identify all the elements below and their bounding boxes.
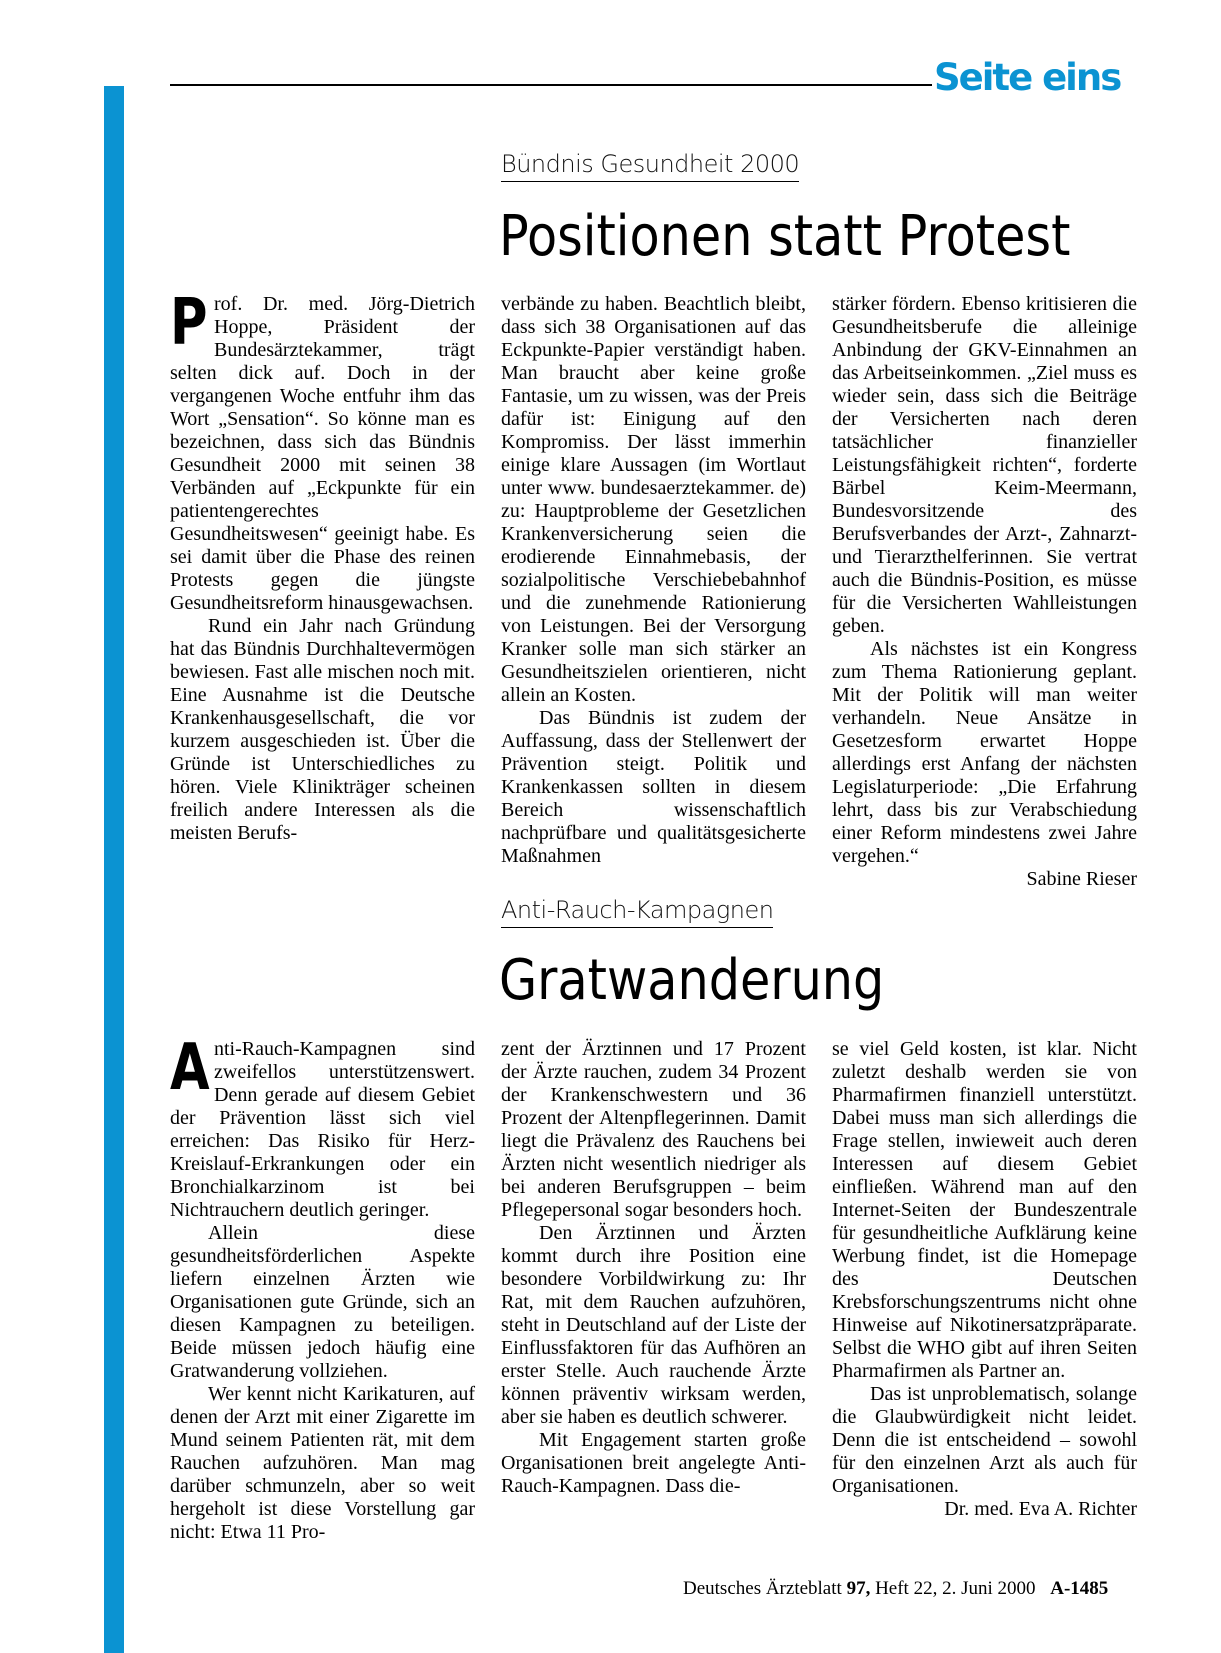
paragraph: zent der Ärztinnen und 17 Prozent der Ärzte rauchen, zudem 34 Prozent der Krankenschwestern und 36 Prozent der Altenpflegerinnen. Damit liegt die Prävalenz des Rauchens bei Ärzten nicht wesentlich niedriger als bei anderen Berufsgruppen – beim Pflegepersonal sogar besonders hoch. — [501, 1038, 806, 1221]
author-byline: Sabine Rieser — [1026, 868, 1137, 890]
drop-cap: A — [170, 1031, 210, 1105]
paragraph: Rund ein Jahr nach Gründung hat das Bündnis Durchhaltevermögen bewiesen. Fast alle mischen noch mit. Eine Ausnahme ist die Deutsche Krankenhausgesellschaft, die vor kurzem ausgeschieden ist. Über die Gründe ist Unterschiedliches zu hören. Viele Klinikträger scheinen freilich andere Interessen als die meisten Berufs- — [170, 615, 475, 844]
header-rule — [170, 84, 932, 86]
paragraph: se viel Geld kosten, ist klar. Nicht zuletzt deshalb werden sie von Pharmafirmen finanziell unterstützt. Dabei muss man sich allerdings die Frage stellen, inwieweit auch deren Interessen auf diesem Gebiet einfließen. Während man auf den Internet-Seiten der Bundeszentrale für gesundheitliche Aufklärung keine Werbung findet, ist die Homepage des Deutschen Krebsforschungszentrums nicht ohne Hinweise auf Nikotinersatzpräparate. Selbst die WHO gibt auf ihren Seiten Pharmafirmen als Partner an. — [832, 1038, 1137, 1382]
article-column — [832, 1038, 1137, 1521]
paragraph: Das ist unproblematisch, solange die Glaubwürdigkeit nicht leidet. Denn die ist entscheidend – sowohl für den einzelnen Arzt als auch für Organisationen. — [832, 1383, 1137, 1497]
paragraph: stärker fördern. Ebenso kritisieren die Gesundheitsberufe die alleinige Anbindung der GKV-Einnahmen an das Arbeitseinkommen. „Ziel muss es wieder sein, dass sich die Beiträge der Versicherten nach deren tatsächlicher finanzieller Leistungsfähigkeit richten“, forderte Bärbel Keim-Meermann, Bundesvorsitzende des Berufsverbandes der Arzt-, Zahnarzt- und Tierarzthelferinnen. Sie vertrat auch die Bündnis-Position, es müsse für die Versicherten Wahlleistungen geben. — [832, 293, 1137, 637]
paragraph: Wer kennt nicht Karikaturen, auf denen der Arzt mit einer Zigarette im Mund seinem Patienten rät, mit dem Rauchen aufzuhören. Man mag darüber schmunzeln, aber so weit hergeholt ist diese Vorstellung gar nicht: Etwa 11 Pro- — [170, 1383, 475, 1543]
article-headline: Gratwanderung — [499, 948, 885, 1013]
paragraph: Das Bündnis ist zudem der Auffassung, dass der Stellenwert der Prävention steigt. Politik und Krankenkassen sollten in diesem Bereich wissenschaftlich nachprüfbare und qualitätsgesicherte Maßnahmen — [501, 707, 806, 867]
blue-side-bar — [104, 86, 124, 1653]
journal-volume: 97, — [846, 1578, 871, 1599]
article-headline: Positionen statt Protest — [499, 204, 1071, 269]
paragraph — [170, 1031, 475, 1222]
author-byline: Dr. med. Eva A. Richter — [944, 1498, 1137, 1520]
article-column — [832, 293, 1137, 891]
article-column — [170, 1031, 475, 1544]
page-footer — [683, 1578, 1108, 1600]
journal-name: Deutsches Ärzteblatt — [683, 1578, 842, 1599]
section-title: Seite eins — [934, 56, 1121, 99]
paragraph — [170, 286, 475, 615]
article-kicker: Bündnis Gesundheit 2000 — [501, 150, 799, 182]
drop-cap: P — [170, 286, 208, 360]
article-column — [170, 286, 475, 845]
paragraph-text: rof. Dr. med. Jörg-Dietrich Hoppe, Präsident der Bundesärztekammer, trägt selten dick auf. Doch in der vergangenen Woche entfuhr ihm das Wort „Sensation“. So könne man es bezeichnen, dass sich das Bündnis Gesundheit 2000 mit seinen 38 Verbänden auf „Eckpunkte für ein patientengerechtes Gesundheitswesen“ geeinigt habe. Es sei damit über die Phase des reinen Protests gegen die jüngste Gesundheitsreform hinausgewachsen. — [170, 293, 475, 614]
paragraph: Mit Engagement starten große Organisationen breit angelegte Anti-Rauch-Kampagnen. Dass die- — [501, 1429, 806, 1497]
paragraph: Als nächstes ist ein Kongress zum Thema Rationierung geplant. Mit der Politik will man weiter verhandeln. Neue Ansätze in Gesetzesform erwartet Hoppe allerdings erst Anfang der nächsten Legislaturperiode: „Die Erfahrung lehrt, dass bis zur Verabschiedung einer Reform mindestens zwei Jahre vergehen.“ — [832, 638, 1137, 867]
paragraph: Allein diese gesundheitsförderlichen Aspekte liefern einzelnen Ärzten wie Organisationen gute Gründe, sich an diesen Kampagnen zu beteiligen. Beide müssen jedoch häufig eine Gratwanderung vollziehen. — [170, 1222, 475, 1382]
paragraph-text: nti-Rauch-Kampagnen sind zweifellos unterstützenswert. Denn gerade auf diesem Gebiet der Prävention lässt sich viel erreichen: Das Risiko für Herz-Kreislauf-Erkrankungen oder ein Bronchialkarzinom ist bei Nichtrauchern deutlich geringer. — [170, 1038, 475, 1221]
page-number: A-1485 — [1050, 1578, 1109, 1599]
journal-issue: Heft 22, 2. Juni 2000 — [875, 1578, 1036, 1599]
paragraph: verbände zu haben. Beachtlich bleibt, dass sich 38 Organisationen auf das Eckpunkte-Papier verständigt haben. Man braucht aber keine große Fantasie, um zu wissen, was der Preis dafür ist: Einigung auf den Kompromiss. Der lässt immerhin einige klare Aussagen (im Wortlaut unter www. bundesaerztekammer. de) zu: Hauptprobleme der Gesetzlichen Krankenversicherung seien die erodierende Einnahmebasis, der sozialpolitische Verschiebebahnhof und die zunehmende Rationierung von Leistungen. Bei der Versorgung Kranker solle man sich stärker an Gesundheitszielen orientieren, nicht allein an Kosten. — [501, 293, 806, 706]
article-column — [501, 293, 806, 868]
article-kicker: Anti-Rauch-Kampagnen — [501, 896, 773, 928]
paragraph: Den Ärztinnen und Ärzten kommt durch ihre Position eine besondere Vorbildwirkung zu: Ihr Rat, mit dem Rauchen aufzuhören, steht in Deutschland auf der Liste der Einflussfaktoren für das Aufhören an erster Stelle. Auch rauchende Ärzte können präventiv wirksam werden, aber sie haben es deutlich schwerer. — [501, 1222, 806, 1428]
article-column — [501, 1038, 806, 1498]
